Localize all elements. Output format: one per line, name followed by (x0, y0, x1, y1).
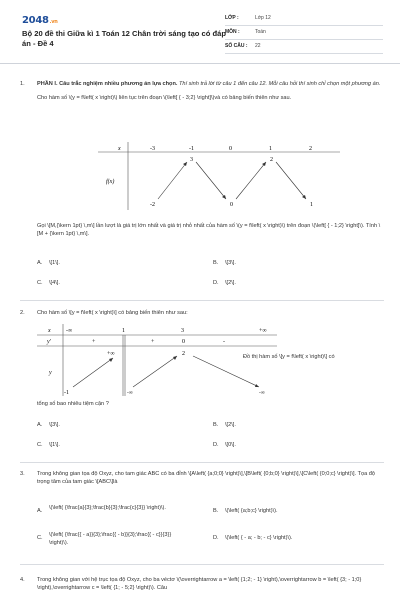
arrow-up (236, 162, 266, 199)
question-text: Gọi \[M,{\kern 1pt} \,m\] lần lượt là giá trị lớn nhất và giá trị nhỏ nhất của hàm số \(y = f\left( x \right)\) trên đoạn \(\left[ { - 1;2} \right]\). Tính \[M + {\kern 1pt} \,m\]. (37, 223, 381, 238)
exam-body (0, 64, 400, 600)
part-heading: PHẦN I. Câu trắc nghiệm nhiều phương án lựa chọn. (37, 81, 178, 87)
option-text: \[2\]. (225, 280, 236, 286)
question-stem: Trong không gian với hệ trục tọa độ Oxyz, cho ba véctơ \(\overrightarrow a = \left( {1;2; - 1} \right),\overrightarrow b = \left( {3; - 1;0} \right),\overrightarrow c = \left( {1; - 5;2} \right)\). Câu (37, 577, 362, 592)
option-text: \(\left( { - a; - b; - c} \right)\). (225, 535, 293, 541)
variation-table-2 (37, 324, 277, 396)
f-value: 0 (230, 202, 233, 208)
meta-row-subject (225, 26, 383, 40)
x-value: -∞ (66, 328, 73, 334)
arrow-down (196, 162, 226, 199)
x-value: 1 (269, 146, 272, 152)
arrowhead (173, 356, 177, 360)
x-value: +∞ (259, 328, 267, 334)
sign: - (223, 339, 225, 345)
x-value: 2 (309, 146, 312, 152)
y-value: -∞ (259, 390, 265, 396)
f-label: f(x) (106, 179, 115, 185)
meta-row-count (225, 40, 383, 54)
option-a[interactable] (37, 259, 60, 267)
option-d[interactable] (213, 441, 236, 449)
question-number: 3. (20, 471, 25, 477)
y-value: -1 (64, 390, 69, 396)
option-d[interactable] (213, 534, 292, 542)
logo-text: 2048 (22, 15, 49, 26)
part-note: Thí sinh trả lời từ câu 1 đến câu 12. Mỗi câu hỏi thí sinh chỉ chọn một phương án. (179, 81, 381, 87)
variation-table-1 (98, 142, 340, 210)
option-a[interactable] (37, 421, 60, 429)
option-text: \[3\]. (225, 260, 236, 266)
option-text: \(\left( {\frac{a}{3};\frac{b}{3};\frac{c}{3}} \right)\). (49, 505, 166, 511)
option-c[interactable] (37, 441, 60, 449)
option-label: C. (37, 535, 43, 541)
option-label: D. (213, 535, 219, 541)
question-stem: Cho hàm số \[y = f\left( x \right)\] có bảng biến thiên như sau: (37, 310, 188, 316)
x-label: x (118, 146, 121, 152)
option-label: A. (37, 260, 43, 266)
option-text: \[1\]. (49, 260, 60, 266)
option-text: \[3\]. (49, 422, 60, 428)
y-value: +∞ (107, 351, 115, 357)
option-label: D. (213, 280, 219, 286)
y-value: -∞ (127, 390, 133, 396)
option-text: \[0\]. (225, 442, 236, 448)
x-value: -3 (150, 146, 155, 152)
question-2 (20, 309, 384, 317)
meta-value: Lớp 12 (255, 14, 271, 21)
x-value: 3 (181, 328, 184, 334)
option-label: A. (37, 422, 43, 428)
arrowhead (255, 384, 259, 387)
question-2-ask (20, 400, 384, 408)
arrow-up (73, 358, 113, 387)
meta-key: SỐ CÂU : (225, 42, 248, 49)
question-3 (20, 470, 384, 486)
question-number: 1. (20, 81, 25, 87)
question-divider (20, 564, 384, 565)
option-c[interactable] (37, 279, 60, 287)
option-c[interactable] (37, 531, 187, 547)
meta-value: Toán (255, 28, 266, 35)
option-text: \[2\]. (225, 422, 236, 428)
x-value: -1 (189, 146, 194, 152)
question-1-ask (20, 222, 384, 238)
x-value: 0 (229, 146, 232, 152)
option-text: \[1\]. (49, 442, 60, 448)
site-logo[interactable] (22, 14, 57, 29)
option-label: C. (37, 442, 43, 448)
f-value: 2 (270, 157, 273, 163)
arrow-up (133, 356, 177, 387)
option-label: D. (213, 442, 219, 448)
y-value: 2 (182, 351, 185, 357)
meta-key: MÔN : (225, 28, 240, 35)
question-intro (37, 80, 384, 88)
sign: + (92, 339, 96, 345)
option-label: B. (213, 422, 219, 428)
question-1 (20, 80, 384, 102)
yprime-label: y' (47, 339, 51, 345)
option-text: \(\left( {a;b;c} \right)\). (225, 508, 278, 514)
option-b[interactable] (213, 421, 236, 429)
meta-value: 22 (255, 42, 261, 49)
option-text: \[4\]. (49, 280, 60, 286)
arrow-up (158, 162, 187, 199)
option-b[interactable] (213, 259, 236, 267)
question-number: 2. (20, 310, 25, 316)
option-label: C. (37, 280, 43, 286)
option-label: A. (37, 508, 43, 514)
arrowhead (262, 162, 266, 166)
question-divider (20, 462, 384, 463)
exam-meta (225, 12, 383, 54)
document-title: Bộ 20 đề thi Giữa kì 1 Toán 12 Chân trời sáng tạo có đáp án - Đề 4 (22, 29, 227, 49)
arrowhead (183, 162, 187, 166)
x-value: 1 (122, 328, 125, 334)
question-stem: Cho hàm số \(y = f\left( x \right)\) liên tục trên đoạn \(\left[ { - 3;2} \right]\)và có bảng biến thiên như sau. (37, 95, 292, 102)
meta-key: LỚP : (225, 14, 239, 21)
page-header (0, 0, 400, 64)
arrowhead (302, 195, 306, 199)
question-divider (20, 300, 384, 301)
option-text: \(\left( {\frac{{ - a}}{3};\frac{{ - b}}{3};\frac{{ - c}}{3}} \right)\). (49, 532, 172, 547)
f-value: 3 (190, 157, 193, 163)
f-value: 1 (310, 202, 313, 208)
option-label: B. (213, 508, 219, 514)
meta-row-class (225, 12, 383, 26)
option-a[interactable] (37, 504, 187, 515)
question-side-text: Đồ thị hàm số \[y = f\left( x \right)\] có (243, 354, 335, 360)
option-d[interactable] (213, 279, 236, 287)
logo-suffix: .vn (49, 19, 58, 25)
sign: + (151, 339, 155, 345)
f-value: -2 (150, 202, 155, 208)
arrowhead (109, 358, 113, 362)
x-label: x (48, 328, 51, 334)
y-label: y (49, 370, 52, 376)
question-stem: Trong không gian tọa độ Oxyz, cho tam giác ABC có ba đỉnh \[A\left( {a;0;0} \right)\],\[B\left( {0;b;0} \right)\],\[C\left( {0;0;c} \right)\]. Tọa độ trọng tâm của tam giác \[ABC\]là (37, 471, 375, 486)
question-number: 4. (20, 577, 25, 583)
sign: 0 (182, 339, 185, 345)
arrow-down (276, 162, 306, 199)
question-text: tổng số bao nhiêu tiệm cận ? (37, 401, 109, 407)
option-label: B. (213, 260, 219, 266)
arrowhead (222, 195, 226, 199)
option-b[interactable] (213, 507, 278, 515)
question-4 (20, 576, 384, 592)
